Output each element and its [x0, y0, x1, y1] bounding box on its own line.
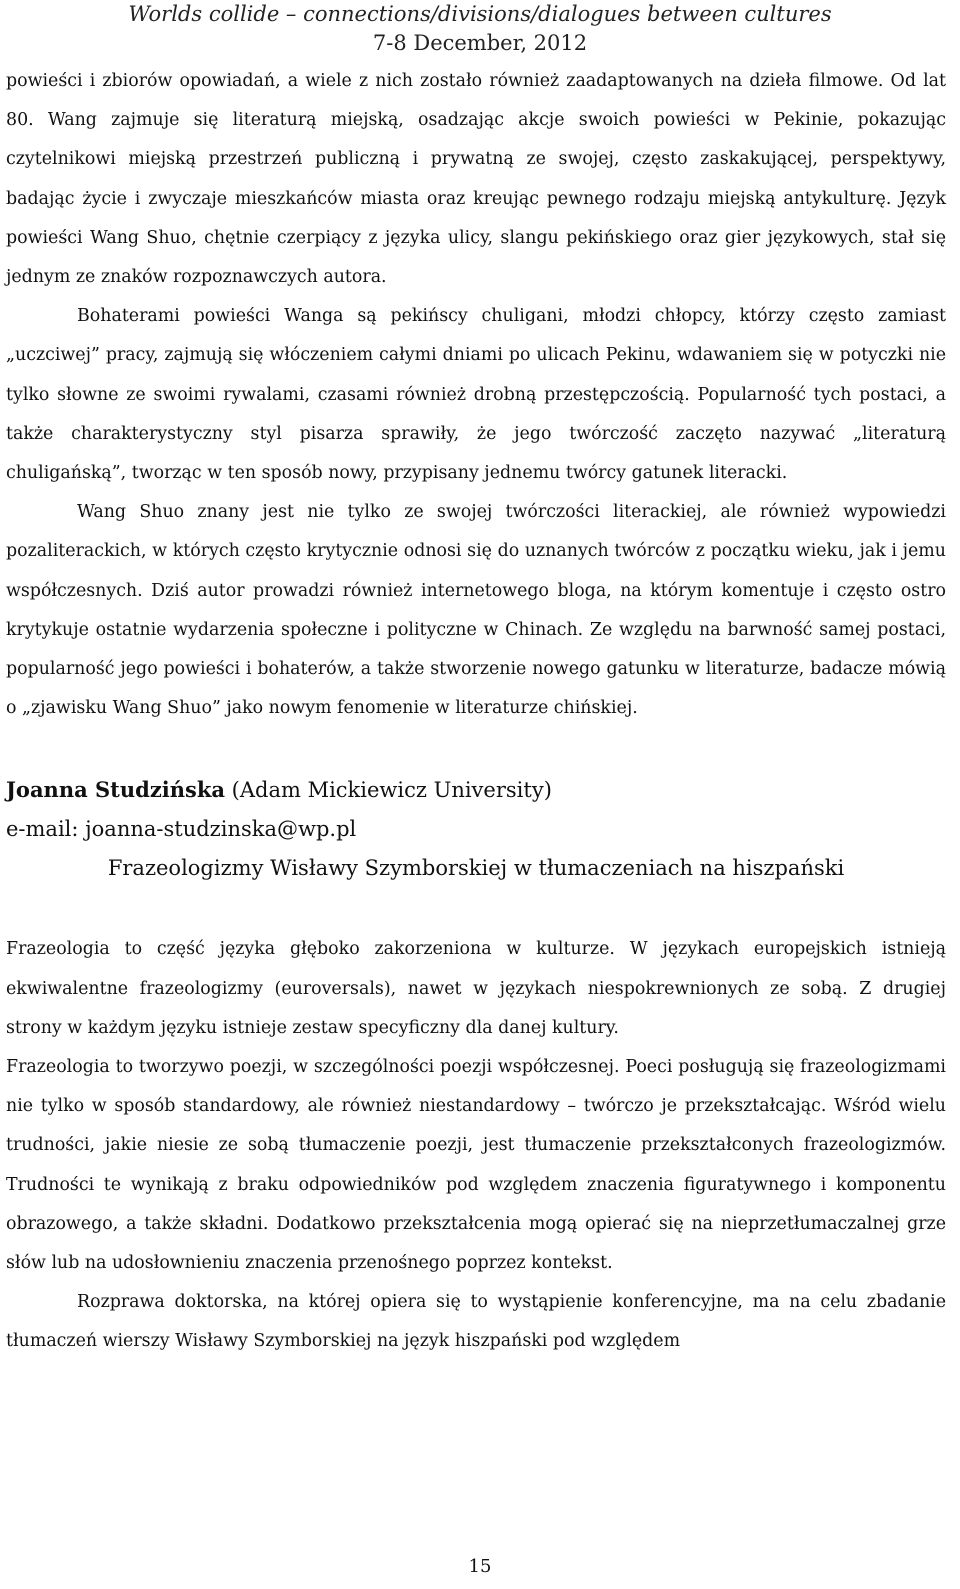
conference-title: Worlds collide – connections/divisions/dialogues between cultures	[128, 2, 832, 26]
talk-title: Frazeologizmy Wisławy Szymborskiej w tłumaczeniach na hiszpański	[107, 856, 845, 881]
abstract-section	[6, 930, 946, 1361]
page-header	[0, 0, 960, 58]
conference-dates: 7-8 December, 2012	[372, 31, 588, 55]
body-paragraph: Wang Shuo znany jest nie tylko ze swojej twórczości literackiej, ale również wypowiedzi pozaliterackich, w których często krytycznie odnosi się do uznanych twórców z początku wieku, jak i jemu współczesnych. Dziś autor prowadzi również internetowego bloga, na którym komentuje i często ostro krytykuje ostatnie wydarzenia społeczne i polityczne w Chinach. Ze względu na barwność samej postaci, popularność jego powieści i bohaterów, a także stworzenie nowego gatunku w literaturze, badacze mówią o „zjawisku Wang Shuo” jako nowym fenomenie w literaturze chińskiej.	[6, 502, 946, 719]
page-number: 15	[468, 1556, 492, 1577]
author-email: e-mail: joanna-studzinska@wp.pl	[6, 817, 357, 842]
body-paragraph: Rozprawa doktorska, na której opiera się to wystąpienie konferencyjne, ma na celu zbadanie tłumaczeń wierszy Wisławy Szymborskiej na język hiszpański pod względem	[6, 1292, 946, 1352]
body-paragraph: Frazeologia to część języka głęboko zakorzeniona w kulturze. W językach europejskich istnieją ekwiwalentne frazeologizmy (euroversals), nawet w językach niespokrewnionych ze sobą. Z drugiej strony w każdym języku istnieje zestaw specyficzny dla danej kultury.	[6, 939, 946, 1038]
author-line	[6, 770, 946, 810]
wang-shuo-section	[6, 62, 946, 728]
page-body	[6, 62, 946, 1362]
author-affiliation: (Adam Mickiewicz University)	[231, 778, 552, 803]
body-paragraph: Bohaterami powieści Wanga są pekińscy chuligani, młodzi chłopcy, którzy często zamiast „uczciwej” pracy, zajmują się włóczeniem całymi dniami po ulicach Pekinu, wdawaniem się w potyczki nie tylko słowne ze swoimi rywalami, czasami również drobną przestępczością. Popularność tych postaci, a także charakterystyczny styl pisarza sprawiły, że jego twórczość zaczęto nazywać „literaturą chuligańską”, tworząc w ten sposób nowy, przypisany jednemu twórcy gatunek literacki.	[6, 306, 946, 484]
body-paragraph: powieści i zbiorów opowiadań, a wiele z nich zostało również zaadaptowanych na dzieła filmowe. Od lat 80. Wang zajmuje się literaturą miejską, osadzając akcje swoich powieści w Pekinie, pokazując czytelnikowi miejską przestrzeń publiczną i prywatną ze swojej, często zaskakującej, perspektywy, badając życie i zwyczaje mieszkańców miasta oraz kreując pewnego rodzaju miejską antykulturę. Język powieści Wang Shuo, chętnie czerpiący z języka ulicy, slangu pekińskiego oraz gier językowych, stał się jednym ze znaków rozpoznawczych autora.	[6, 71, 946, 288]
author-name: Joanna Studzińska	[6, 777, 225, 803]
body-paragraph: Frazeologia to tworzywo poezji, w szczególności poezji współczesnej. Poeci posługują się frazeologizmami nie tylko w sposób standardowy, ale również niestandardowy – twórczo je przekształcając. Wśród wielu trudności, jakie niesie ze sobą tłumaczenie poezji, jest tłumaczenie przekształconych frazeologizmów. Trudności te wynikają z braku odpowiedników pod względem znaczenia figuratywnego i komponentu obrazowego, a także składni. Dodatkowo przekształcenia mogą opierać się na nieprzetłumaczalnej grze słów lub na udosłownieniu znaczenia przenośnego poprzez kontekst.	[6, 1057, 946, 1274]
author-block	[6, 770, 946, 888]
